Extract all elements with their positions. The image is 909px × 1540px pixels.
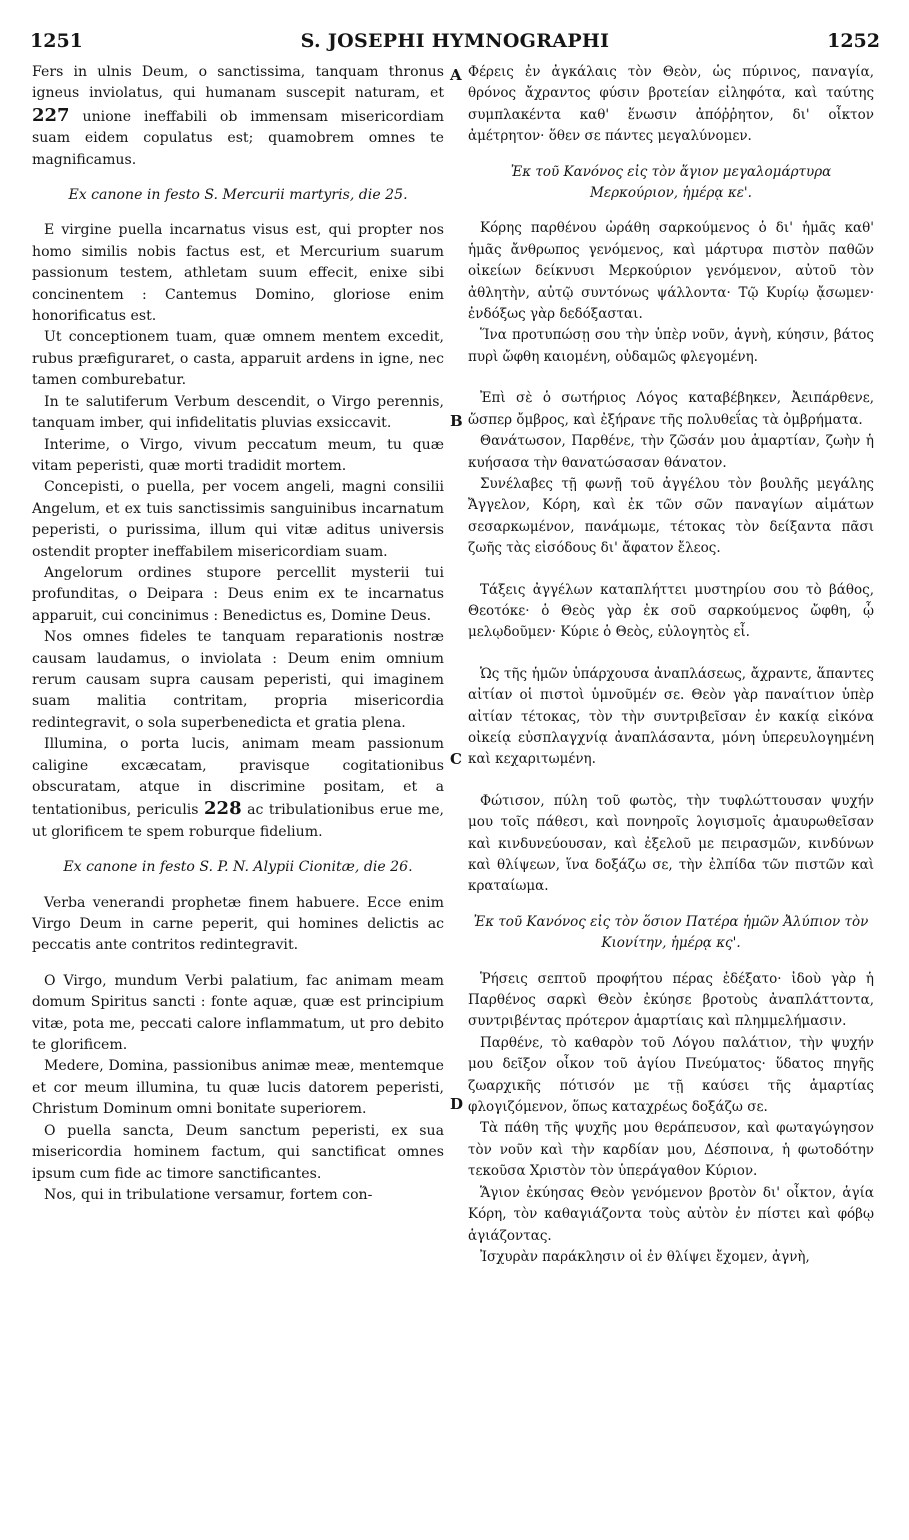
latin-paragraph: O Virgo, mundum Verbi palatium, fac animam meam domum Spiritus sancti : fonte aquæ, quæ est principium vitæ, pota me, peccati calore inflammatum, ut pro debito te glorificem. (32, 972, 444, 1054)
greek-paragraph: Φέρεις ἐν ἀγκάλαις τὸν Θεὸν, ὡς πύρινος, παναγία, θρόνος ἄχραντος φύσιν βροτείαν εἰληφότα, καὶ ταύτης συμπλακέντα καθ' ἕνωσιν ἀπόῤῥητον, δι' οἶκτον ἀμέτρητον· ὅθεν σε πάντες μεγαλύνομεν. (468, 64, 874, 145)
greek-paragraph: Τὰ πάθη τῆς ψυχῆς μου θεράπευσον, καὶ φωταγώγησον τὸν νοῦν καὶ τὴν καρδίαν μου, Δέσποινα, ἡ φωτοδότην τεκοῦσα Χριστὸν τὸν ὑπεράγαθον Κύριον. (468, 1120, 874, 1180)
greek-paragraph: Ἵνα προτυπώσῃ σου τὴν ὑπὲρ νοῦν, ἁγνὴ, κύησιν, βάτος πυρὶ ὤφθη καιομένη, οὐδαμῶς φλεγομένη. (468, 327, 874, 365)
page-number-right: 1252 (827, 30, 880, 52)
column-reference: 228 (204, 798, 242, 820)
latin-paragraph: Ut conceptionem tuam, quæ omnem mentem excedit, rubus præfiguraret, o casta, apparuit ardens in igne, nec tamen comburebatur. (32, 329, 444, 389)
latin-column (32, 62, 444, 1206)
greek-paragraph: Ἐπὶ σὲ ὁ σωτήριος Λόγος καταβέβηκεν, Ἀειπάρθενε, ὥσπερ ὄμβρος, καὶ ἐξήρανε τῆς πολυθεΐας τὰ ὀμβρήματα. (468, 390, 874, 428)
section-heading: Ex canone in festo S. Mercurii martyris, die 25. (68, 187, 408, 204)
latin-paragraph: Nos omnes fideles te tanquam reparationis nostræ causam laudamus, o inviolata : Deum enim omnium rerum causam supra causam peperisti, qui imaginem suam malitia contritam, propria misericordia redintegravit, o sola superbenedicta et gratia plena. (32, 629, 444, 731)
latin-paragraph (32, 62, 444, 171)
running-title: S. JOSEPHI HYMNOGRAPHI (300, 30, 610, 52)
section-heading: Ἐκ τοῦ Κανόνος εἰς τὸν ὅσιον Πατέρα ἡμῶν Ἀλύπιον τὸν Κιονίτην, ἡμέρᾳ κς'. (473, 913, 869, 952)
greek-paragraph: Ἅγιον ἐκύησας Θεὸν γενόμενον βροτὸν δι' οἶκτον, ἁγία Κόρη, τὸν καθαγιάζοντα τοὺς αὐτὸν ἐν πίστει καὶ φόβῳ ἁγιάζοντας. (468, 1184, 874, 1244)
latin-paragraph: Interime, o Virgo, vivum peccatum meum, tu quæ vitam peperisti, quæ morti tradidit mortem. (32, 436, 444, 474)
margin-letter-b: B (450, 412, 463, 430)
margin-letter-a: A (450, 66, 462, 84)
page-header (30, 30, 880, 58)
latin-paragraph: Angelorum ordines stupore percellit mysterii tui profunditas, o Deipara : Deus enim ex te incarnatus apparuit, cui concinimus : Benedictus es, Domine Deus. (32, 564, 444, 624)
greek-paragraph: Ἰσχυρὰν παράκλησιν οἱ ἐν θλίψει ἔχομεν, ἁγνὴ, (480, 1248, 810, 1265)
greek-paragraph: Θανάτωσον, Παρθένε, τὴν ζῶσάν μου ἁμαρτίαν, ζωὴν ἡ κυήσασα τὴν θανατώσασαν θάνατον. (468, 433, 874, 471)
greek-paragraph: Παρθένε, τὸ καθαρὸν τοῦ Λόγου παλάτιον, τὴν ψυχήν μου δεῖξον οἶκον τοῦ ἁγίου Πνεύματος· ὕδατος πηγῆς ζωαρχικῆς πότισόν με τῇ καύσει τῆς ἁμαρτίας φλογιζόμενον, ὅπως καταχρέως δοξάζω σε. (468, 1034, 874, 1116)
latin-text: Fers in ulnis Deum, o sanctissima, tanquam thronus igneus inviolatus, qui humanam suscepit naturam, et (32, 64, 444, 102)
greek-column (468, 62, 874, 1268)
greek-paragraph: Τάξεις ἀγγέλων καταπλήττει μυστηρίου σου τὸ βάθος, Θεοτόκε· ὁ Θεὸς γὰρ ἐκ σοῦ σαρκούμενος ὤφθη, ᾧ μελῳδοῦμεν· Κύριε ὁ Θεὸς, εὐλογητὸς εἶ. (468, 581, 874, 641)
greek-paragraph: Φώτισον, πύλη τοῦ φωτὸς, τὴν τυφλώττουσαν ψυχήν μου τοῖς πάθεσι, καὶ πονηροῖς λογισμοῖς ἀμαυρωθεῖσαν καὶ κινδυνεύουσαν, καὶ ἐξελοῦ με πειρασμῶν, κινδύνων καὶ θλίψεων, ἵνα δοξάζω σε, τὴν ἐλπίδα τῶν πιστῶν καὶ κραταίωμα. (468, 792, 874, 895)
latin-paragraph: Concepisti, o puella, per vocem angeli, magni consilii Angelum, et ex tuis sanctissimis sanguinibus incarnatum peperisti, o purissima, illum qui vitæ aditus universis ostendit propter ineffabilem misericordiam suam. (32, 479, 444, 560)
greek-paragraph: Ὡς τῆς ἡμῶν ὑπάρχουσα ἀναπλάσεως, ἄχραντε, ἅπαντες αἰτίαν οἱ πιστοὶ ὑμνοῦμέν σε. Θεὸν γὰρ παναίτιον ὑπὲρ αἰτίαν τέτοκας, τὸν τὴν συντριβεῖσαν ἐν κακίᾳ εἰκόνα οἰκείᾳ εὐσπλαγχνίᾳ ἀναπλάσαντα, μόνη ὑπερευλογημένη καὶ κεχαριτωμένη. (468, 665, 874, 768)
page-number-left: 1251 (30, 30, 83, 52)
margin-letter-d: D (450, 1095, 464, 1113)
latin-paragraph: Verba venerandi prophetæ finem habuere. Ecce enim Virgo Deum in carne peperit, qui homines delictis ac peccatis ante contritos redintegravit. (32, 894, 444, 954)
latin-paragraph: In te salutiferum Verbum descendit, o Virgo perennis, tanquam imber, qui infidelitatis pluvias exsiccavit. (32, 393, 444, 432)
latin-paragraph: E virgine puella incarnatus visus est, qui propter nos homo similis nobis factus est, et Mercurium suarum passionum testem, athletam suum effecit, enixe sibi concinentem : Cantemus Domino, gloriose enim honorificatus est. (32, 222, 444, 325)
greek-paragraph: Ῥήσεις σεπτοῦ προφήτου πέρας ἐδέξατο· ἰδοὺ γὰρ ἡ Παρθένος σαρκὶ Θεὸν ἐκύησε βροτοὺς ἀναπλάττοντα, συντριβέντας πρότερον ἁμαρτίαις καὶ πλημμελήμασιν. (468, 970, 874, 1030)
latin-paragraph: O puella sancta, Deum sanctum peperisti, ex sua misericordia hominem factum, qui sanctificat omnes ipsum cum fide ac timore sanctificantes. (32, 1122, 444, 1182)
section-heading: Ἐκ τοῦ Κανόνος εἰς τὸν ἅγιον μεγαλομάρτυρα Μερκούριον, ἡμέρᾳ κε'. (510, 163, 832, 202)
latin-paragraph: Medere, Domina, passionibus animæ meæ, mentemque et cor meum illumina, tu quæ lucis datorem peperisti, Christum Dominum omni bonitate superiorem. (32, 1058, 444, 1118)
latin-text: ac tribulationibus erue me, ut glorificem te spem roburque fidelium. (32, 802, 445, 840)
latin-paragraph: Nos, qui in tribulatione versamur, fortem con- (44, 1186, 373, 1203)
section-heading: Ex canone in festo S. P. N. Alypii Cionitæ, die 26. (63, 859, 413, 876)
latin-text: unione ineffabili ob immensam misericordiam suam eidem copulatus est; quamobrem omnes te magnificamus. (32, 108, 445, 168)
margin-letter-c: C (450, 750, 462, 768)
latin-text: Illumina, o porta lucis, animam meam passionum caligine excæcatam, pravisque cogitationibus obscuratam, atque in discrimine positam, et a tentationibus, periculis (32, 736, 444, 819)
greek-paragraph: Συνέλαβες τῇ φωνῇ τοῦ ἀγγέλου τὸν βουλῆς μεγάλης Ἄγγελον, Κόρη, καὶ ἐκ τῶν σῶν παναγίων αἱμάτων σεσαρκωμένον, πανάμωμε, τέτοκας τὸν δείξαντα πᾶσι ζωῆς τὰς εἰσόδους δι' ἄφατον ἔλεος. (468, 475, 874, 557)
greek-paragraph: Κόρης παρθένου ὠράθη σαρκούμενος ὁ δι' ἡμᾶς καθ' ἡμᾶς ἄνθρωπος γενόμενος, καὶ μάρτυρα πιστὸν παθῶν οἰκείων δείκνυσι Μερκούριον γενόμενον, αὐτοῦ τὸν ἀθλητὴν, αὐτῷ συντόνως ψάλλοντα· Τῷ Κυρίῳ ᾄσωμεν· ἐνδόξως γὰρ δεδόξασται. (468, 220, 874, 323)
latin-paragraph (32, 734, 444, 843)
column-reference: 227 (32, 104, 70, 126)
